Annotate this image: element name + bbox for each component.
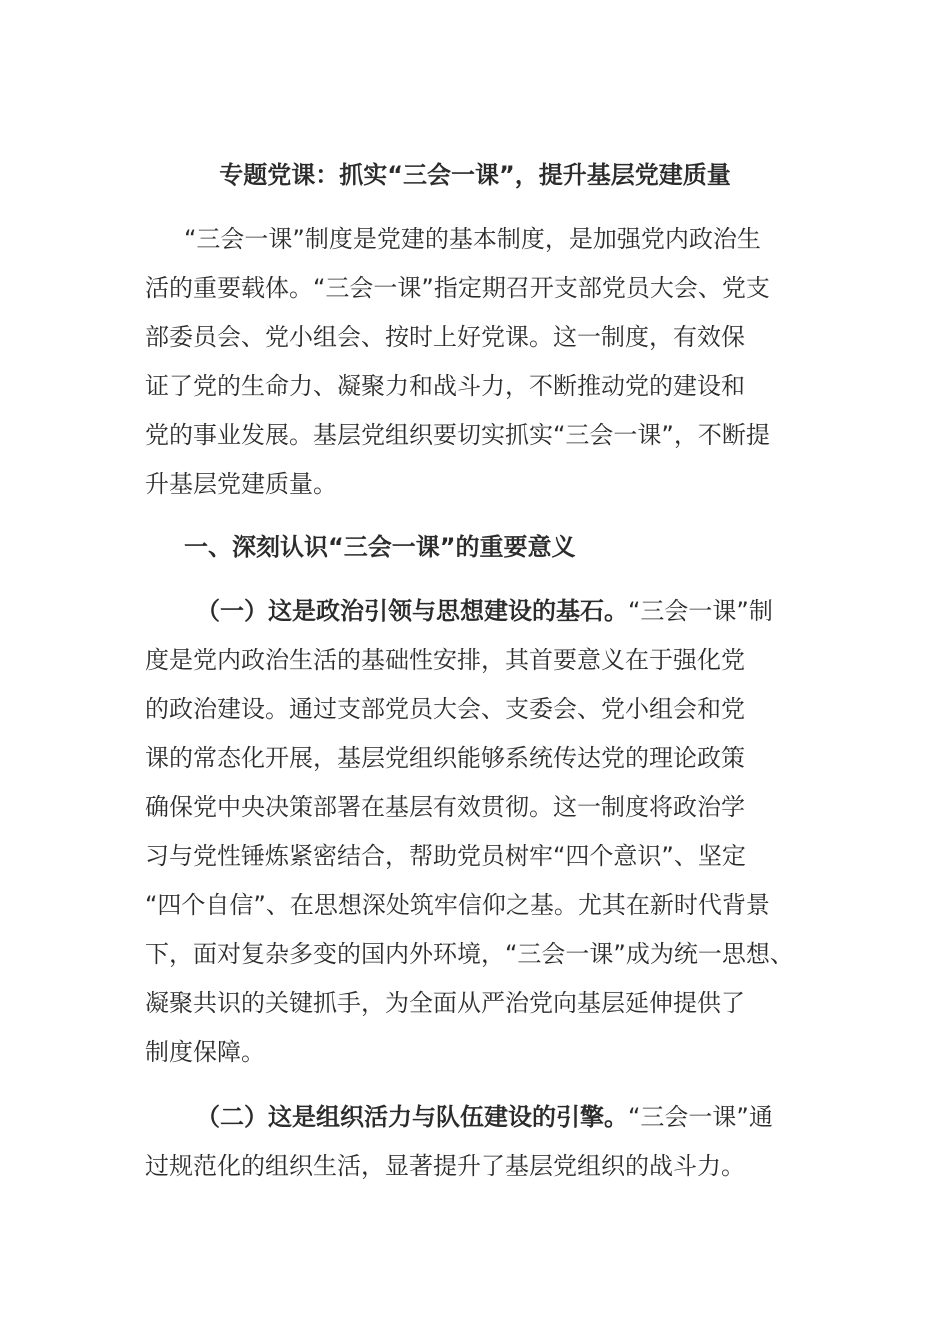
intro-line: “三会一课”制度是党建的基本制度，是加强党内政治生	[184, 225, 761, 253]
subsection-lead-text: “三会一课”通	[628, 1103, 773, 1131]
body-line: 下，面对复杂多变的国内外环境，“三会一课”成为统一思想、	[145, 940, 794, 968]
body-line: 课的常态化开展，基层党组织能够系统传达党的理论政策	[145, 744, 745, 772]
intro-line: 活的重要载体。“三会一课”指定期召开支部党员大会、党支	[145, 274, 770, 302]
body-line: 确保党中央决策部署在基层有效贯彻。这一制度将政治学	[145, 793, 745, 821]
section-heading: 一、深刻认识“三会一课”的重要意义	[184, 533, 576, 561]
intro-line: 证了党的生命力、凝聚力和战斗力，不断推动党的建设和	[145, 372, 745, 400]
body-line: 习与党性锤炼紧密结合，帮助党员树牢“四个意识”、坚定	[145, 842, 746, 870]
intro-line: 部委员会、党小组会、按时上好党课。这一制度，有效保	[145, 323, 745, 351]
body-line: 制度保障。	[145, 1038, 265, 1066]
body-line: 的政治建设。通过支部党员大会、支委会、党小组会和党	[145, 695, 745, 723]
intro-line: 升基层党建质量。	[145, 470, 337, 498]
subsection-title: （二）这是组织活力与队伍建设的引擎。	[196, 1103, 628, 1131]
subsection-lead	[196, 591, 773, 631]
subsection-title: （一）这是政治引领与思想建设的基石。	[196, 597, 628, 625]
subsection-lead-text: “三会一课”制	[628, 597, 773, 625]
body-line: “四个自信”、在思想深处筑牢信仰之基。尤其在新时代背景	[145, 891, 770, 919]
subsection-lead	[196, 1097, 773, 1137]
body-line: 凝聚共识的关键抓手，为全面从严治党向基层延伸提供了	[145, 989, 745, 1017]
body-line: 度是党内政治生活的基础性安排，其首要意义在于强化党	[145, 646, 745, 674]
document-title: 专题党课：抓实“三会一课”，提升基层党建质量	[219, 161, 731, 189]
body-line: 过规范化的组织生活，显著提升了基层党组织的战斗力。	[145, 1152, 745, 1180]
intro-line: 党的事业发展。基层党组织要切实抓实“三会一课”，不断提	[145, 421, 770, 449]
